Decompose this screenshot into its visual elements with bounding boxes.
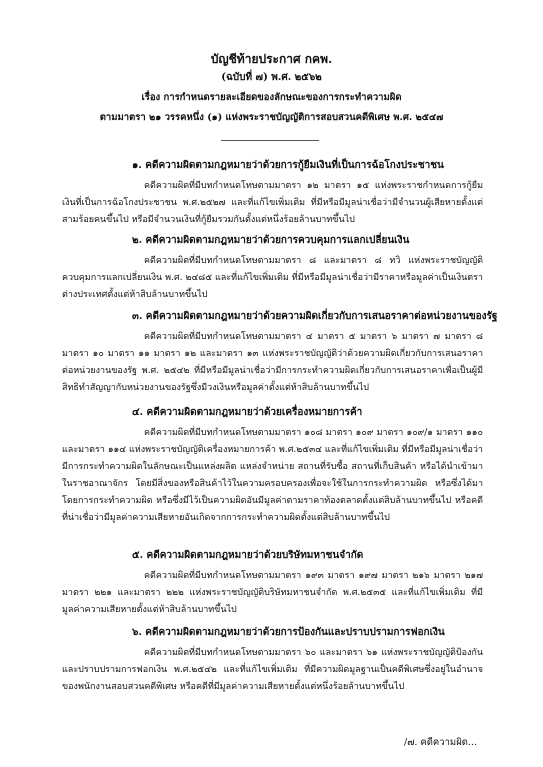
document-subject: เรื่อง การกำหนดรายละเอียดของลักษณะของการกระทำความผิด — [141, 92, 402, 103]
section-4 — [62, 405, 483, 527]
section-3 — [62, 309, 498, 397]
section-body: คดีความผิดที่มีบทกำหนดโทษตามมาตรา ๑๐๘ มาตรา ๑๐๙ มาตรา ๑๐๙/๑ มาตรา ๑๑๐ และมาตรา ๑๑๔ แห่งพระราชบัญญัติเครื่องหมายการค้า พ.ศ.๒๕๓๔ และที่แก้ไขเพิ่มเติม ที่มีหรือมีมูลน่าเชื่อว่ามีการกระทำความผิดในลักษณะเป็นแหล่งผลิต แหล่งจำหน่าย สถานที่รับซื้อ สถานที่เก็บสินค้า หรือได้นำเข้ามาในราชอาณาจักร โดยมีสิ่งของหรือสินค้าไว้ในความครอบครองเพื่อจะใช้ในการกระทำความผิด หรือซึ่งได้มาโดยการกระทำความผิด หรือซึ่งมีไว้เป็นความผิดอันมีมูลค่าตามราคาท้องตลาดตั้งแต่สิบล้านบาทขึ้นไป หรือคดีที่น่าเชื่อว่ามีมูลค่าความเสียหายอันเกิดจากการกระทำความผิดตั้งแต่สิบล้านบาทขึ้นไป — [62, 428, 483, 523]
section-title: ๓. คดีความผิดตามกฎหมายว่าด้วยความผิดเกี่ยวกับการเสนอราคาต่อหน่วยงานของรัฐ — [132, 311, 498, 322]
document-title: บัญชีท้ายประกาศ กคพ. — [210, 52, 333, 66]
section-5 — [62, 548, 483, 619]
section-title: ๖. คดีความผิดตามกฎหมายว่าด้วยการป้องกันและปราบปรามการฟอกเงิน — [132, 627, 445, 638]
section-title: ๕. คดีความผิดตามกฎหมายว่าด้วยบริษัทมหาชนจำกัด — [132, 550, 364, 561]
continuation-marker: /๗. คดีความผิด... — [404, 737, 477, 748]
section-body: คดีความผิดที่มีบทกำหนดโทษตามมาตรา ๑๒ มาตรา ๑๕ แห่งพระราชกำหนดการกู้ยืมเงินที่เป็นการฉ้อโกงประชาชน พ.ศ.๒๕๒๗ และที่แก้ไขเพิ่มเติม ที่มีหรือมีมูลน่าเชื่อว่ามีจำนวนผู้เสียหายตั้งแต่สามร้อยคนขึ้นไป หรือมีจำนวนเงินที่กู้ยืมรวมกันตั้งแต่หนึ่งร้อยล้านบาทขึ้นไป — [62, 181, 483, 225]
section-title: ๔. คดีความผิดตามกฎหมายว่าด้วยเครื่องหมายการค้า — [132, 407, 363, 418]
document-law-reference: ตามมาตรา ๒๑ วรรคหนึ่ง (๑) แห่งพระราชบัญญัติการสอบสวนคดีพิเศษ พ.ศ. ๒๕๔๗ — [99, 112, 444, 123]
section-body: คดีความผิดที่มีบทกำหนดโทษตามมาตรา ๖๐ และมาตรา ๖๑ แห่งพระราชบัญญัติป้องกันและปราบปรามการฟอกเงิน พ.ศ.๒๕๔๒ และที่แก้ไขเพิ่มเติม ที่มีความผิดมูลฐานเป็นคดีพิเศษซึ่งอยู่ในอำนาจของพนักงานสอบสวนคดีพิเศษ หรือคดีที่มีมูลค่าความเสียหายตั้งแต่หนึ่งร้อยล้านบาทขึ้นไป — [62, 648, 483, 692]
section-body: คดีความผิดที่มีบทกำหนดโทษตามมาตรา ๑๙๓ มาตรา ๑๙๗ มาตรา ๒๑๖ มาตรา ๒๑๗ มาตรา ๒๒๑ และมาตรา ๒๒๒ แห่งพระราชบัญญัติบริษัทมหาชนจำกัด พ.ศ.๒๕๓๕ และที่แก้ไขเพิ่มเติม ที่มีมูลค่าความเสียหายตั้งแต่ห้าสิบล้านบาทขึ้นไป — [62, 571, 483, 615]
section-title: ๑. คดีความผิดตามกฎหมายว่าด้วยการกู้ยืมเงินที่เป็นการฉ้อโกงประชาชน — [132, 160, 444, 171]
section-title: ๒. คดีความผิดตามกฎหมายว่าด้วยการควบคุมการแลกเปลี่ยนเงิน — [132, 235, 410, 246]
title-divider — [221, 140, 319, 141]
section-2 — [62, 233, 483, 304]
section-body: คดีความผิดที่มีบทกำหนดโทษตามมาตรา ๘ และมาตรา ๘ ทวิ แห่งพระราชบัญญัติควบคุมการแลกเปลี่ยนเงิน พ.ศ. ๒๔๘๕ และที่แก้ไขเพิ่มเติม ที่มีหรือมีมูลน่าเชื่อว่ามีราคาหรือมูลค่าเป็นเงินตราต่างประเทศตั้งแต่ห้าสิบล้านบาทขึ้นไป — [62, 256, 483, 300]
section-6 — [62, 625, 483, 696]
section-1 — [62, 158, 483, 229]
section-body: คดีความผิดที่มีบทกำหนดโทษตามมาตรา ๔ มาตรา ๕ มาตรา ๖ มาตรา ๗ มาตรา ๘ มาตรา ๑๐ มาตรา ๑๑ มาตรา ๑๒ และมาตรา ๑๓ แห่งพระราชบัญญัติว่าด้วยความผิดเกี่ยวกับการเสนอราคาต่อหน่วยงานของรัฐ พ.ศ. ๒๕๔๒ ที่มีหรือมีมูลน่าเชื่อว่ามีการกระทำความผิดเกี่ยวกับการเสนอราคาเพื่อเป็นผู้มีสิทธิทำสัญญากับหน่วยงานของรัฐซึ่งมีวงเงินหรือมูลค่าตั้งแต่ห้าสิบล้านบาทขึ้นไป — [62, 332, 483, 393]
document-edition: (ฉบับที่ ๗) พ.ศ. ๒๕๖๒ — [221, 72, 322, 83]
